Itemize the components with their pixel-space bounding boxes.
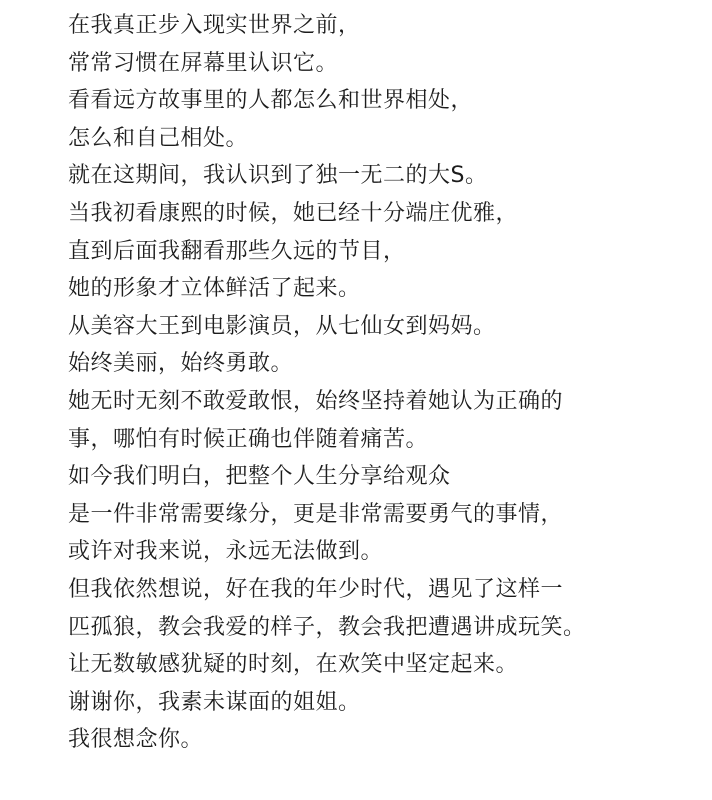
- text-line: 谢谢你，我素未谋面的姐姐。: [68, 689, 361, 715]
- text-line: 就在这期间，我认识到了独一无二的大S。: [68, 163, 488, 189]
- text-line: 在我真正步入现实世界之前，: [68, 13, 361, 38]
- text-line: 事，哪怕有时候正确也伴随着痛苦。: [68, 426, 429, 452]
- text-line: 或许对我来说，永远无法做到。: [68, 539, 384, 565]
- text-line: 是一件非常需要缘分，更是非常需要勇气的事情，: [68, 501, 564, 527]
- text-line: 但我依然想说，好在我的年少时代，遇见了这样一: [68, 576, 564, 602]
- text-line: 常常习惯在屏幕里认识它。: [68, 50, 339, 76]
- text-line: 怎么和自己相处。: [68, 125, 249, 151]
- text-body: [68, 7, 708, 759]
- text-line: 她的形象才立体鲜活了起来。: [68, 276, 361, 302]
- text-line: 让无数敏感犹疑的时刻，在欢笑中坚定起来。: [68, 652, 519, 678]
- text-line: 我很想念你。: [68, 727, 204, 753]
- text-line: 如今我们明白，把整个人生分享给观众: [68, 464, 451, 490]
- text-line: 直到后面我翻看那些久远的节目，: [68, 238, 406, 264]
- text-line: 始终美丽，始终勇敢。: [68, 351, 294, 377]
- text-line: 她无时无刻不敢爱敢恨，始终坚持着她认为正确的: [68, 388, 564, 414]
- text-line: 当我初看康熙的时候，她已经十分端庄优雅，: [68, 200, 519, 226]
- text-line: 匹孤狼，教会我爱的样子，教会我把遭遇讲成玩笑。: [68, 614, 586, 640]
- text-line: 看看远方故事里的人都怎么和世界相处，: [68, 88, 474, 114]
- text-line: 从美容大王到电影演员，从七仙女到妈妈。: [68, 313, 496, 339]
